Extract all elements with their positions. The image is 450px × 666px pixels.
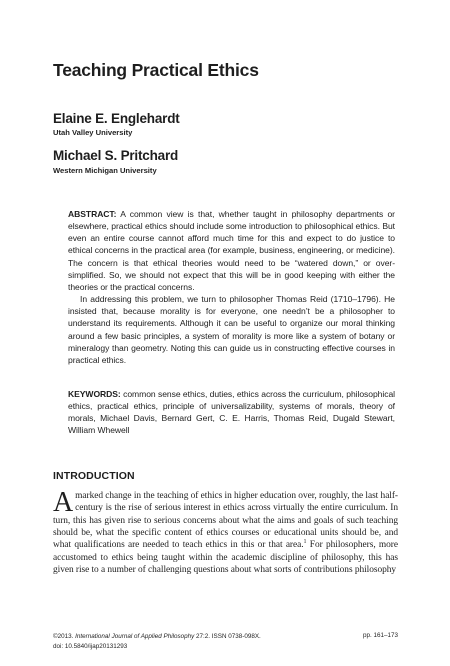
article-title: Teaching Practical Ethics — [53, 60, 259, 80]
introduction-body — [53, 487, 398, 576]
footer-doi[interactable]: doi: 10.5840/ijap20131293 — [53, 643, 128, 650]
introduction-text-part-2: For philosophers, more accustomed to ethics being taught within the academic discipline of philosophy, this has given rise to a number of challenging questions about what sorts of contributions philosophy — [53, 540, 398, 576]
keywords-text: common sense ethics, duties, ethics across the curriculum, philosophical ethics, practical ethics, principle of universalizability, systems of morals, theory of morals, Michael Davis, Bernard Gert, C. E. Harris, Thomas Reid, Dugald Stewart, William Whewell — [68, 389, 396, 436]
footer-journal: International Journal of Applied Philosophy — [75, 633, 195, 640]
footnote-reference[interactable]: 1 — [303, 539, 307, 546]
footer-issue: 27:2. ISSN 0738-098X. — [196, 633, 261, 640]
author-name-1: Elaine E. Englehardt — [53, 111, 180, 126]
drop-cap: A — [53, 487, 74, 518]
abstract-paragraph-1 — [68, 208, 395, 293]
introduction-text-part-1: marked change in the teaching of ethics in higher education over, roughly, the last half-century is the rise of serious interest in ethics across virtually the entire curriculum. In turn, this has given rise to serious concerns about what the aims and goals of such teaching should be, what the specific content of ethics courses or educational units should be, and what qualifications are needed to teach ethics in this or that area. — [53, 491, 398, 551]
abstract — [68, 208, 395, 366]
footer-copyright: ©2013. — [53, 633, 74, 640]
abstract-label: ABSTRACT: — [68, 209, 117, 219]
section-heading-introduction: INTRODUCTION — [53, 470, 135, 482]
footer-citation — [53, 632, 261, 652]
author-name-2: Michael S. Pritchard — [53, 148, 179, 163]
keywords — [68, 388, 395, 437]
abstract-text-1: A common view is that, whether taught in philosophy departments or elsewhere, practical ethics should include some introduction to philosophical ethics. But even an entire course cannot afford much time for this and expect to do justice to ethical concerns in the practical area (for example, business, engineering, or medicine). The concern is that ethical theories would need to be “watered down,” or over-simplified. So, we should not expect that this will be in good keeping with either the theories or the practical concerns. — [68, 209, 395, 292]
author-affiliation-2: Western Michigan University — [53, 166, 157, 175]
keywords-label: KEYWORDS: — [68, 389, 121, 399]
abstract-paragraph-2: In addressing this problem, we turn to philosopher Thomas Reid (1710–1796). He insisted that, because morality is for everyone, one needn’t be a philosopher to understand its requirements. Although it can be useful to organize our moral thinking around a few basic principles, a system of morality is more like a system of botany or mineralogy than geometry. Noting this can guide us in constructing effective courses in practical ethics. — [68, 294, 395, 365]
footer-pages: pp. 161–173 — [362, 632, 398, 639]
author-affiliation-1: Utah Valley University — [53, 128, 133, 137]
